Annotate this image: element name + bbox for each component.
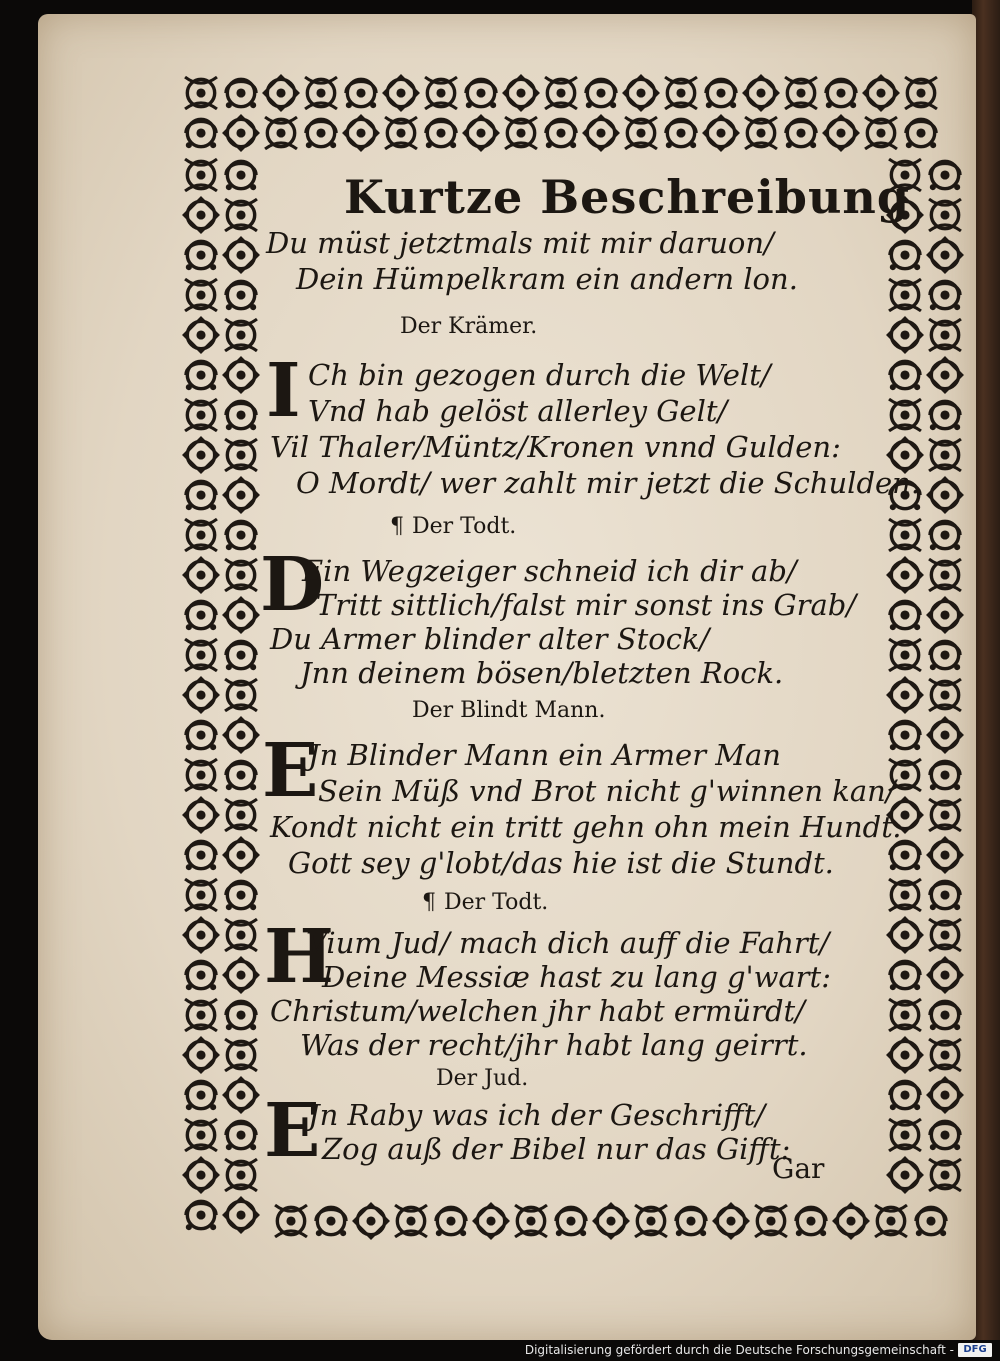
ornament-tile <box>316 1207 346 1236</box>
ornament-tile <box>786 119 816 148</box>
ornament-tile <box>186 961 216 990</box>
verse-line: Vnd hab gelöst allerley Gelt/ <box>308 394 728 428</box>
ornament-tile <box>890 961 920 990</box>
ornament-tile <box>889 279 921 311</box>
ornament-tile <box>929 799 961 831</box>
ornament-tile <box>515 1205 547 1237</box>
ornament-tile <box>865 117 897 149</box>
verse-line: Vium Jud/ mach dich auff die Fahrt/ <box>306 926 830 960</box>
ornament-tile <box>224 718 258 752</box>
ornament-tile <box>744 76 778 110</box>
ornament-tile <box>184 1158 218 1192</box>
ornament-tile <box>224 838 258 872</box>
ornament-tile <box>928 958 962 992</box>
ornament-tile <box>545 77 577 109</box>
verse-line: Kondt nicht ein tritt gehn ohn mein Hundt: <box>270 810 903 844</box>
ornament-tile <box>186 481 216 510</box>
ornament-tile <box>930 1001 960 1030</box>
ornament-tile <box>425 77 457 109</box>
ornament-tile <box>226 79 256 108</box>
ornament-tile <box>224 116 258 150</box>
ornament-tile <box>186 119 216 148</box>
verse-line: Jn Raby was ich der Geschrifft/ <box>308 1098 766 1132</box>
ornament-tile <box>226 881 256 910</box>
ornament-tile <box>265 117 297 149</box>
ornament-pattern <box>270 1200 966 1262</box>
ornament-band-bottom <box>270 1200 966 1262</box>
speaker-heading <box>422 890 548 915</box>
ornament-tile <box>225 439 257 471</box>
ornament-tile <box>890 241 920 270</box>
verse-line: Zog auß der Bibel nur das Gifft: <box>322 1132 791 1166</box>
ornament-tile <box>226 761 256 790</box>
ornament-tile <box>185 159 217 191</box>
ornament-tile <box>306 119 336 148</box>
ornament-pattern <box>180 154 268 1262</box>
verse-line: Ein Wegzeiger schneid ich dir ab/ <box>302 554 797 588</box>
ornament-tile <box>225 679 257 711</box>
ornament-tile <box>226 641 256 670</box>
ornament-tile <box>185 999 217 1031</box>
ornament-tile <box>824 116 858 150</box>
ornament-tile <box>928 238 962 272</box>
ornament-tile <box>186 721 216 750</box>
ornament-tile <box>745 117 777 149</box>
ornament-tile <box>864 76 898 110</box>
ornament-tile <box>584 116 618 150</box>
verse-line: Vil Thaler/Müntz/Kronen vnnd Gulden: <box>270 430 841 464</box>
ornament-tile <box>224 1078 258 1112</box>
verse-line: Du Armer blinder alter Stock/ <box>270 622 710 656</box>
ornament-tile <box>436 1207 466 1236</box>
ornament-tile <box>930 881 960 910</box>
ornament-tile <box>185 399 217 431</box>
ornament-tile <box>888 318 922 352</box>
ornament-tile <box>184 918 218 952</box>
ornament-tile <box>184 318 218 352</box>
verse-line: Gott sey g'lobt/das hie ist die Stundt. <box>288 846 834 880</box>
ornament-tile <box>225 319 257 351</box>
ornament-tile <box>504 76 538 110</box>
ornament-tile <box>226 1001 256 1030</box>
ornament-tile <box>384 76 418 110</box>
ornament-tile <box>395 1205 427 1237</box>
ornament-tile <box>889 519 921 551</box>
ornament-tile <box>354 1204 388 1238</box>
ornament-tile <box>426 119 456 148</box>
ornament-tile <box>888 1158 922 1192</box>
ornament-tile <box>905 77 937 109</box>
ornament-tile <box>546 119 576 148</box>
ornament-band-right <box>884 154 966 1200</box>
ornament-tile <box>594 1204 628 1238</box>
ornament-tile <box>224 1198 258 1232</box>
ornament-tile <box>930 1121 960 1150</box>
drop-initial: D <box>260 542 325 628</box>
ornament-tile <box>930 281 960 310</box>
ornament-tile <box>185 519 217 551</box>
ornament-tile <box>906 119 936 148</box>
speaker-name: Der Todt. <box>412 514 517 539</box>
ornament-tile <box>184 558 218 592</box>
ornament-tile <box>225 559 257 591</box>
ornament-tile <box>226 521 256 550</box>
ornament-tile <box>186 1201 216 1230</box>
ornament-tile <box>226 281 256 310</box>
ornament-tile <box>225 1159 257 1191</box>
ornament-tile <box>929 1159 961 1191</box>
ornament-tile <box>889 399 921 431</box>
ornament-tile <box>186 1081 216 1110</box>
ornament-tile <box>224 358 258 392</box>
ornament-tile <box>225 919 257 951</box>
drop-initial: E <box>264 1088 321 1174</box>
verse-line: Dein Hümpelkram ein andern lon. <box>296 262 798 296</box>
ornament-tile <box>665 77 697 109</box>
pilcrow-mark: ¶ <box>390 514 404 539</box>
verse-line: Jnn deinem bösen/bletzten Rock. <box>300 656 784 690</box>
ornament-tile <box>889 1119 921 1151</box>
ornament-tile <box>928 1078 962 1112</box>
verse-line: O Mordt/ wer zahlt mir jetzt die Schulden. <box>296 466 921 500</box>
footer-bar <box>0 1340 1000 1361</box>
ornament-tile <box>264 76 298 110</box>
ornament-tile <box>888 558 922 592</box>
drop-initial: E <box>262 728 319 814</box>
ornament-tile <box>890 1081 920 1110</box>
ornament-tile <box>344 116 378 150</box>
drop-initial: H <box>264 914 334 1000</box>
ornament-tile <box>928 838 962 872</box>
speaker-name: Der Todt. <box>444 890 549 915</box>
ornament-tile <box>834 1204 868 1238</box>
ornament-tile <box>225 1039 257 1071</box>
ornament-tile <box>929 319 961 351</box>
dfg-logo: DFG <box>958 1343 992 1357</box>
ornament-tile <box>889 639 921 671</box>
ornament-tile <box>704 116 738 150</box>
ornament-tile <box>186 601 216 630</box>
book-page <box>38 14 976 1340</box>
funding-credit: Digitalisierung gefördert durch die Deutsche Forschungsgemeinschaft - <box>524 1343 954 1357</box>
ornament-tile <box>889 879 921 911</box>
ornament-pattern <box>180 72 966 154</box>
ornament-tile <box>186 361 216 390</box>
verse-line: Tritt sittlich/falst mir sonst ins Grab/ <box>316 588 857 622</box>
ornament-tile <box>185 1119 217 1151</box>
ornament-tile <box>224 478 258 512</box>
verse-line: Du müst jetztmals mit mir daruon/ <box>266 226 774 260</box>
ornament-tile <box>888 1038 922 1072</box>
ornament-tile <box>185 279 217 311</box>
ornament-pattern <box>884 154 966 1200</box>
ornament-tile <box>714 1204 748 1238</box>
speaker-heading: Der Jud. <box>436 1066 529 1091</box>
ornament-tile <box>385 117 417 149</box>
ornament-tile <box>928 598 962 632</box>
ornament-tile <box>185 879 217 911</box>
drop-initial: I <box>266 348 301 434</box>
ornament-tile <box>275 1205 307 1237</box>
ornament-tile <box>226 401 256 430</box>
ornament-tile <box>184 798 218 832</box>
ornament-tile <box>890 361 920 390</box>
ornament-tile <box>184 678 218 712</box>
ornament-tile <box>929 559 961 591</box>
ornament-tile <box>224 238 258 272</box>
ornament-tile <box>466 79 496 108</box>
verse-line: Jn Blinder Mann ein Armer Man <box>308 738 781 772</box>
ornament-tile <box>826 79 856 108</box>
ornament-tile <box>185 639 217 671</box>
ornament-tile <box>505 117 537 149</box>
verse-line: Sein Müß vnd Brot nicht g'winnen kan/ <box>318 774 896 808</box>
ornament-tile <box>888 678 922 712</box>
ornament-tile <box>929 919 961 951</box>
ornament-tile <box>796 1207 826 1236</box>
ornament-tile <box>930 161 960 190</box>
ornament-tile <box>929 199 961 231</box>
ornament-tile <box>875 1205 907 1237</box>
ornament-tile <box>785 77 817 109</box>
ornament-tile <box>928 478 962 512</box>
ornament-tile <box>706 79 736 108</box>
ornament-tile <box>184 1038 218 1072</box>
ornament-tile <box>666 119 696 148</box>
ornament-tile <box>888 918 922 952</box>
page-title: Kurtze Beschreibung <box>344 170 910 224</box>
ornament-tile <box>224 958 258 992</box>
ornament-tile <box>929 679 961 711</box>
ornament-tile <box>186 841 216 870</box>
ornament-tile <box>890 601 920 630</box>
ornament-tile <box>929 1039 961 1071</box>
verse-line: Ch bin gezogen durch die Welt/ <box>308 358 771 392</box>
ornament-tile <box>226 161 256 190</box>
ornament-tile <box>625 117 657 149</box>
ornament-tile <box>224 598 258 632</box>
verse-line: Deine Messiæ hast zu lang g'wart: <box>322 960 831 994</box>
book-cover-edge <box>972 0 1000 1340</box>
verse-line: Christum/welchen jhr habt ermürdt/ <box>270 994 805 1028</box>
ornament-tile <box>928 358 962 392</box>
verse-line: Was der recht/jhr habt lang geirrt. <box>300 1028 808 1062</box>
ornament-tile <box>464 116 498 150</box>
ornament-tile <box>916 1207 946 1236</box>
ornament-tile <box>930 521 960 550</box>
ornament-tile <box>225 199 257 231</box>
ornament-tile <box>185 759 217 791</box>
ornament-tile <box>346 79 376 108</box>
speaker-heading: Der Krämer. <box>400 314 538 339</box>
ornament-tile <box>305 77 337 109</box>
ornament-band-left <box>180 154 268 1262</box>
ornament-tile <box>185 77 217 109</box>
ornament-tile <box>586 79 616 108</box>
speaker-heading: Der Blindt Mann. <box>412 698 606 723</box>
ornament-tile <box>930 641 960 670</box>
ornament-tile <box>624 76 658 110</box>
ornament-band-top <box>180 72 966 154</box>
ornament-tile <box>928 718 962 752</box>
ornament-tile <box>930 401 960 430</box>
ornament-tile <box>890 841 920 870</box>
ornament-tile <box>755 1205 787 1237</box>
ornament-tile <box>676 1207 706 1236</box>
ornament-tile <box>474 1204 508 1238</box>
ornament-tile <box>184 438 218 472</box>
ornament-tile <box>930 761 960 790</box>
ornament-tile <box>225 799 257 831</box>
catchword: Gar <box>772 1152 825 1185</box>
ornament-tile <box>226 1121 256 1150</box>
speaker-heading <box>390 514 516 539</box>
ornament-tile <box>889 999 921 1031</box>
ornament-tile <box>556 1207 586 1236</box>
ornament-tile <box>635 1205 667 1237</box>
pilcrow-mark: ¶ <box>422 890 436 915</box>
ornament-tile <box>184 198 218 232</box>
ornament-tile <box>186 241 216 270</box>
ornament-tile <box>929 439 961 471</box>
ornament-tile <box>890 721 920 750</box>
